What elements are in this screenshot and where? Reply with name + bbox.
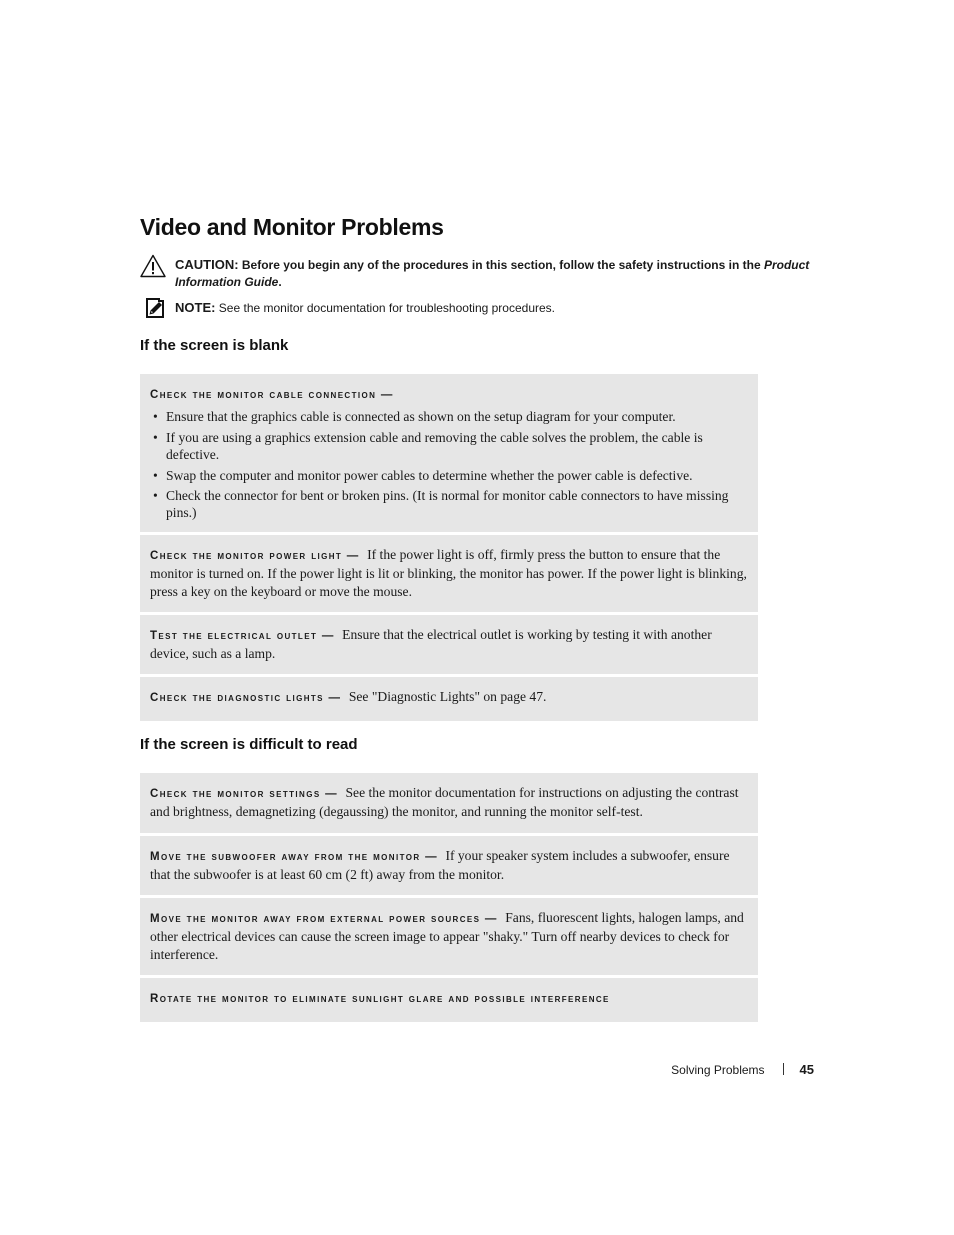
caution-guide-title: Product Information Guide [175,258,810,289]
tip-box-rotate-monitor [140,978,758,1022]
tip-box-power-sources [140,898,758,975]
caution-notice [140,256,815,291]
caution-text: Before you begin any of the procedures in this section, follow the safety instructions in the [241,258,764,272]
note-text: See the monitor documentation for troubleshooting procedures. [218,301,556,315]
section-heading-difficult-to-read: If the screen is difficult to read [140,736,358,753]
tip-box-cable-connection [140,374,758,532]
tip-text: If the power light is off, firmly press the button to ensure that the monitor is turned on. If the power light is lit or blinking, the monitor has power. If the power light is blinking, press a key on the keyboard or move the mouse. [150,547,747,599]
warning-triangle-icon [140,254,166,278]
note-label: NOTE: [175,300,216,315]
tip-text: See the monitor documentation for instructions on adjusting the contrast and brightness, demagnetizing (degaussing) the monitor, and running the monitor self-test. [150,785,739,820]
tip-box-monitor-settings [140,773,758,833]
footer-divider [783,1063,784,1075]
tip-box-electrical-outlet [140,615,758,674]
list-item: • Check the connector for bent or broken pins. (It is normal for monitor cable connectors to have missing pins.) [150,487,748,522]
tip-box-diagnostic-lights [140,677,758,721]
caution-end: . [278,275,282,289]
note-pencil-icon [140,296,166,320]
page-footer [600,1062,814,1077]
page-number: 45 [799,1062,814,1077]
tip-title: Check the diagnostic lights — [150,692,342,704]
tip-box-subwoofer [140,836,758,895]
tip-text: If your speaker system includes a subwoofer, ensure that the subwoofer is at least 60 cm (2 ft) away from the monitor. [150,848,730,883]
note-notice [140,299,815,317]
tip-box-power-light [140,535,758,612]
tip-title: Move the subwoofer away from the monitor — [150,851,439,863]
tip-text: Fans, fluorescent lights, halogen lamps, and other electrical devices can cause the screen image to appear "shaky." Turn off nearby devices to check for interference. [150,910,744,962]
page-title: Video and Monitor Problems [140,214,444,240]
tip-title: Rotate the monitor to eliminate sunlight glare and possible interference [150,993,610,1005]
list-item: • Swap the computer and monitor power cables to determine whether the power cable is defective. [150,467,748,484]
caution-label: CAUTION: [175,257,239,272]
list-item: • If you are using a graphics extension cable and removing the cable solves the problem, the cable is defective. [150,429,748,464]
tip-title: Check the monitor settings — [150,788,339,800]
tip-title: Check the monitor power light — [150,550,360,562]
tip-bullet-list [150,408,748,521]
tip-title: Move the monitor away from external power sources — [150,913,498,925]
tip-text: Ensure that the electrical outlet is working by testing it with another device, such as a lamp. [150,627,712,662]
section-heading-blank-screen: If the screen is blank [140,337,289,354]
tip-text: See "Diagnostic Lights" on page 47. [348,689,547,704]
footer-section-name: Solving Problems [671,1063,765,1077]
list-item: • Ensure that the graphics cable is connected as shown on the setup diagram for your computer. [150,408,748,425]
tip-title: Test the electrical outlet — [150,630,335,642]
tip-title: Check the monitor cable connection — [150,389,394,401]
